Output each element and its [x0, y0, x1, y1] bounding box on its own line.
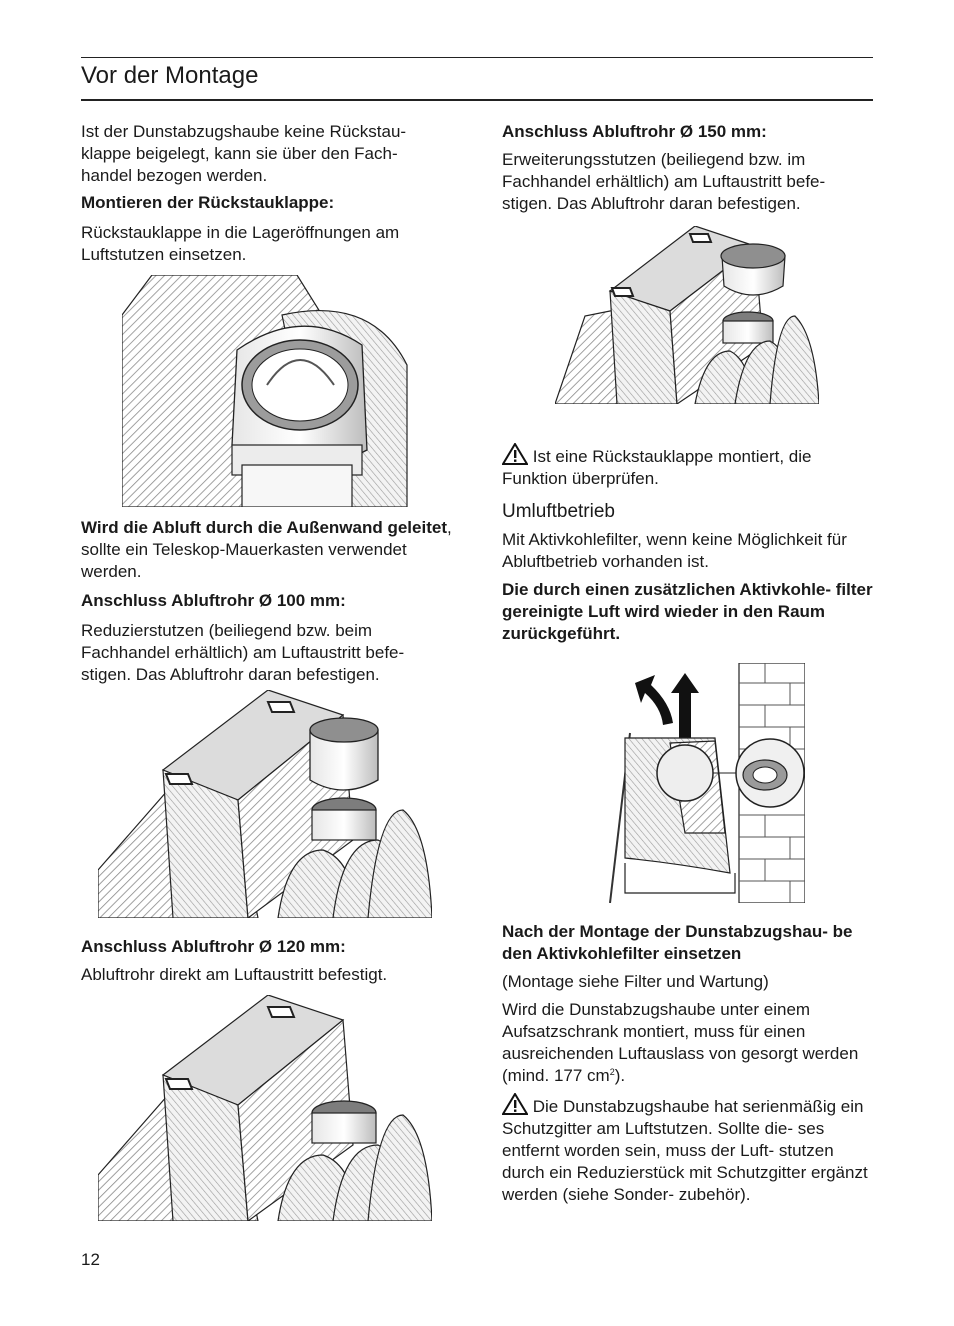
wall-block [81, 517, 453, 583]
header-rule-top [81, 57, 873, 58]
d150-text: Erweiterungsstutzen (beiliegend bzw. im Fachhandel erhältlich) am Luftaustritt befe- stigen. Das Abluftrohr daran befestigen. [502, 150, 826, 213]
after-mount-block [502, 921, 874, 1206]
umluft-block [502, 501, 874, 645]
page-number: 12 [81, 1250, 100, 1269]
header-rule-bottom [81, 99, 873, 101]
warning-flap-block [502, 443, 874, 490]
warning-triangle-icon [502, 443, 528, 465]
cabinet-text-main: Wird die Dunstabzugshaube unter einem Aufsatzschrank montiert, muss für einen ausreichenden Luftauslass von gesorgt werden (mind. 177 cm [502, 1000, 859, 1085]
umluft-heading: Umluftbetrieb [502, 501, 615, 522]
d120-heading: Anschluss Abluftrohr Ø 120 mm: [81, 937, 346, 956]
wall-text-bold: Wird die Abluft durch die Außenwand geleitet [81, 518, 447, 537]
warning-triangle-icon [502, 1093, 528, 1115]
mount-heading: Montieren der Rückstauklappe: [81, 193, 335, 212]
mount-text: Rückstauklappe in die Lageröffnungen am Luftstutzen einsetzen. [81, 223, 400, 264]
after-mount-note: (Montage siehe Filter und Wartung) [502, 972, 769, 991]
d120-direct-illustration [98, 995, 432, 1221]
intro-text: Ist der Dunstabzugshaube keine Rückstau- klappe beigelegt, kann sie über den Fach- handel bezogen werden. [81, 122, 407, 185]
d100-heading: Anschluss Abluftrohr Ø 100 mm: [81, 591, 346, 610]
wall-text [81, 517, 453, 583]
wall-text-rest: , sollte ein Teleskop-Mauerkasten verwendet werden. [81, 518, 452, 581]
mount-block [81, 192, 453, 266]
page-title: Vor der Montage [81, 62, 259, 89]
warning-grille-message: Die Dunstabzugshaube hat serienmäßig ein Schutzgitter am Luftstutzen. Sollte die- ses entfernt worden sein, muss der Luft- stutzen durch ein Reduzierstück mit Schutzgitter ergänzt werden (siehe Sonder- zubehör). [502, 1097, 868, 1204]
d150-expansion-illustration [555, 226, 819, 404]
warning-grille-text [502, 1093, 874, 1206]
umluft-bold-text: Die durch einen zusätzlichen Aktivkohle- filter gereinigte Luft wird wieder in den Raum zurückgeführt. [502, 580, 873, 643]
intro-block [81, 121, 453, 187]
recirculation-illustration [565, 663, 805, 903]
d100-block [81, 590, 453, 686]
d100-text: Reduzierstutzen (beiliegend bzw. beim Fachhandel erhältlich) am Luftaustritt befe- stigen. Das Abluftrohr daran befestigen. [81, 621, 405, 684]
after-mount-heading: Nach der Montage der Dunstabzugshau- be den Aktivkohlefilter einsetzen [502, 922, 853, 963]
d120-text: Abluftrohr direkt am Luftaustritt befestigt. [81, 965, 388, 984]
umluft-text: Mit Aktivkohlefilter, wenn keine Möglichkeit für Abluftbetrieb vorhanden ist. [502, 530, 847, 571]
d150-heading: Anschluss Abluftrohr Ø 150 mm: [502, 122, 767, 141]
d150-block [502, 121, 874, 215]
warning-flap-message: Ist eine Rückstauklappe montiert, die Funktion überprüfen. [502, 447, 812, 488]
warning-flap-text [502, 443, 874, 490]
cabinet-text [502, 999, 874, 1087]
d100-reducer-illustration [98, 690, 432, 918]
d120-block [81, 936, 453, 986]
backdraft-flap-illustration [122, 275, 412, 507]
cabinet-text-end: ). [614, 1066, 626, 1085]
cabinet-text-superscript: 2 [609, 1067, 615, 1077]
